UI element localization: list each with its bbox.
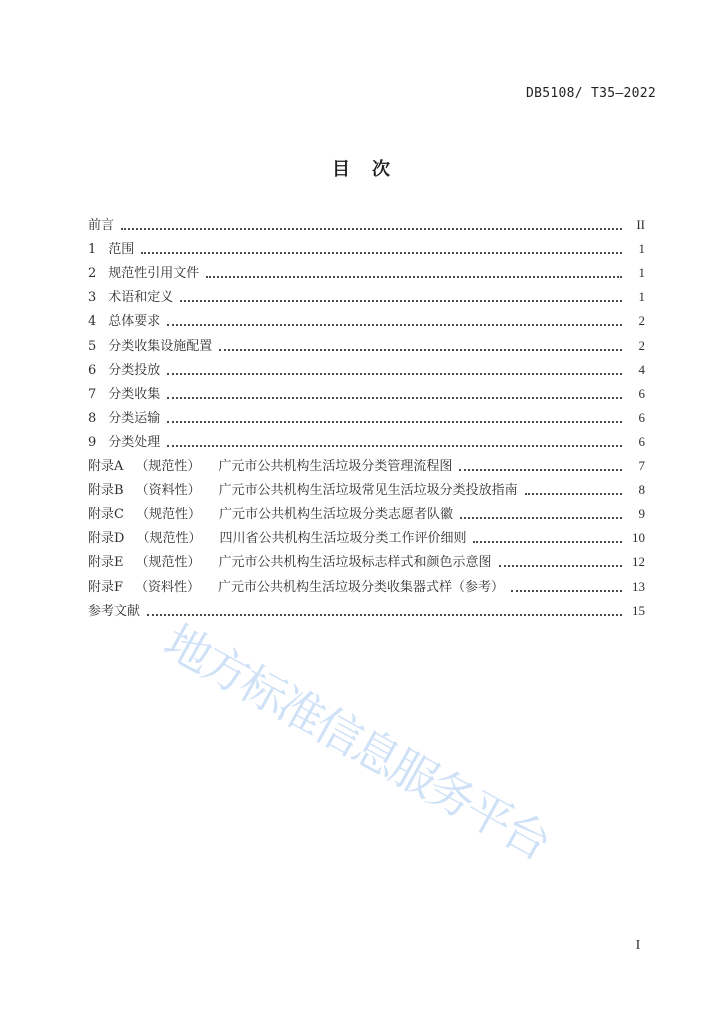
toc-dotted-leader bbox=[180, 300, 622, 302]
toc-dotted-leader bbox=[459, 469, 622, 471]
toc-entry-title: 广元市公共机构生活垃圾分类志愿者队徽 bbox=[218, 507, 453, 523]
toc-entry-page: 8 bbox=[638, 482, 645, 498]
toc-entry bbox=[88, 550, 645, 574]
toc-entry-number: 6 bbox=[88, 362, 97, 378]
toc-entry-page: 7 bbox=[638, 458, 645, 474]
toc-dotted-leader bbox=[147, 614, 622, 616]
toc-entry-page: 15 bbox=[632, 602, 645, 618]
toc-entry-annotation: （资料性） bbox=[135, 483, 201, 499]
toc-entry-title: 广元市公共机构生活垃圾标志样式和颜色示意图 bbox=[218, 555, 492, 571]
toc-entry-page: 6 bbox=[638, 409, 645, 425]
toc-entry-annotation: （规范性） bbox=[135, 555, 201, 571]
toc-entry-title: 广元市公共机构生活垃圾分类管理流程图 bbox=[218, 459, 453, 475]
toc-dotted-leader bbox=[121, 228, 622, 230]
watermark-text: 地方标准信息服务平台 bbox=[155, 613, 558, 870]
toc-entry-title: 分类投放 bbox=[108, 362, 161, 378]
toc-dotted-leader bbox=[167, 397, 622, 399]
toc-entry-title: 分类收集设施配置 bbox=[108, 338, 213, 354]
toc-entry-number: 附录E bbox=[88, 555, 124, 571]
toc-entry bbox=[88, 430, 645, 454]
toc-entry-page: 12 bbox=[632, 554, 645, 570]
toc-entry-annotation: （规范性） bbox=[136, 531, 202, 547]
toc-entry bbox=[88, 502, 645, 526]
toc-entry bbox=[88, 406, 645, 430]
toc-entry bbox=[88, 285, 645, 309]
toc-entry-page: 9 bbox=[638, 506, 645, 522]
toc-entry-title: 广元市公共机构生活垃圾分类收集器式样（参考） bbox=[218, 579, 505, 595]
toc-dotted-leader bbox=[167, 445, 622, 447]
toc-dotted-leader bbox=[167, 373, 622, 375]
toc-entry-title: 广元市公共机构生活垃圾常见生活垃圾分类投放指南 bbox=[218, 483, 518, 499]
toc-entry-number: 附录C bbox=[88, 507, 124, 523]
document-code: DB5108/ T35—2022 bbox=[525, 86, 656, 101]
toc-entry-number: 附录D bbox=[88, 531, 125, 547]
toc-entry-page: 2 bbox=[638, 313, 645, 329]
toc-dotted-leader bbox=[219, 349, 622, 351]
toc-entry-annotation: （资料性） bbox=[135, 579, 201, 595]
page-number: I bbox=[635, 938, 641, 953]
toc-entry bbox=[88, 213, 645, 237]
toc-entry-page: 13 bbox=[632, 578, 645, 594]
toc-entry bbox=[88, 454, 645, 478]
toc-entry-number: 4 bbox=[88, 314, 97, 330]
toc-entry-number: 7 bbox=[88, 386, 97, 402]
toc-dotted-leader bbox=[206, 276, 622, 278]
toc-entry-number: 附录B bbox=[88, 483, 124, 499]
toc-entry-number: 3 bbox=[88, 290, 97, 306]
toc-entry-page: 4 bbox=[638, 361, 645, 377]
toc-dotted-leader bbox=[141, 252, 622, 254]
toc-entry-title: 总体要求 bbox=[108, 314, 161, 330]
toc-entry-page: 2 bbox=[638, 337, 645, 353]
toc-entry bbox=[88, 261, 645, 285]
toc-entry bbox=[88, 478, 645, 502]
toc-entry-number: 附录A bbox=[88, 459, 124, 475]
toc-entry-title: 分类处理 bbox=[108, 434, 161, 450]
toc-entry bbox=[88, 599, 645, 623]
toc-entry-number: 2 bbox=[88, 266, 97, 282]
toc-entry bbox=[88, 358, 645, 382]
toc-entry-title: 术语和定义 bbox=[108, 290, 174, 306]
toc-entry-title: 参考文献 bbox=[88, 603, 141, 619]
toc-entry-title: 规范性引用文件 bbox=[108, 266, 200, 282]
toc-dotted-leader bbox=[167, 421, 622, 423]
table-of-contents bbox=[88, 213, 645, 623]
toc-entry-number: 5 bbox=[88, 338, 97, 354]
toc-entry-title: 分类运输 bbox=[108, 410, 161, 426]
toc-entry-page: 10 bbox=[632, 530, 645, 546]
toc-dotted-leader bbox=[499, 565, 622, 567]
toc-entry-annotation: （规范性） bbox=[135, 507, 201, 523]
toc-entry-annotation: （规范性） bbox=[135, 459, 201, 475]
toc-entry bbox=[88, 309, 645, 333]
toc-dotted-leader bbox=[473, 541, 622, 543]
toc-entry-title: 范围 bbox=[108, 242, 135, 258]
toc-entry bbox=[88, 526, 645, 550]
toc-entry-title: 分类收集 bbox=[108, 386, 161, 402]
toc-entry-title: 前言 bbox=[88, 218, 115, 234]
toc-dotted-leader bbox=[511, 590, 622, 592]
toc-entry bbox=[88, 382, 645, 406]
toc-entry-page: II bbox=[636, 217, 645, 233]
toc-entry-number: 9 bbox=[88, 434, 97, 450]
toc-entry bbox=[88, 333, 645, 357]
toc-dotted-leader bbox=[525, 493, 622, 495]
toc-entry bbox=[88, 237, 645, 261]
toc-entry-number: 8 bbox=[88, 410, 97, 426]
toc-entry-page: 1 bbox=[638, 289, 645, 305]
page-title: 目 次 bbox=[332, 159, 392, 180]
toc-entry-title: 四川省公共机构生活垃圾分类工作评价细则 bbox=[219, 531, 467, 547]
toc-entry-number: 附录F bbox=[88, 579, 124, 595]
toc-entry bbox=[88, 574, 645, 598]
toc-entry-page: 1 bbox=[638, 241, 645, 257]
toc-entry-page: 6 bbox=[638, 433, 645, 449]
toc-dotted-leader bbox=[460, 517, 622, 519]
toc-dotted-leader bbox=[167, 324, 622, 326]
toc-entry-number: 1 bbox=[88, 242, 97, 258]
toc-entry-page: 1 bbox=[638, 265, 645, 281]
toc-entry-page: 6 bbox=[638, 385, 645, 401]
